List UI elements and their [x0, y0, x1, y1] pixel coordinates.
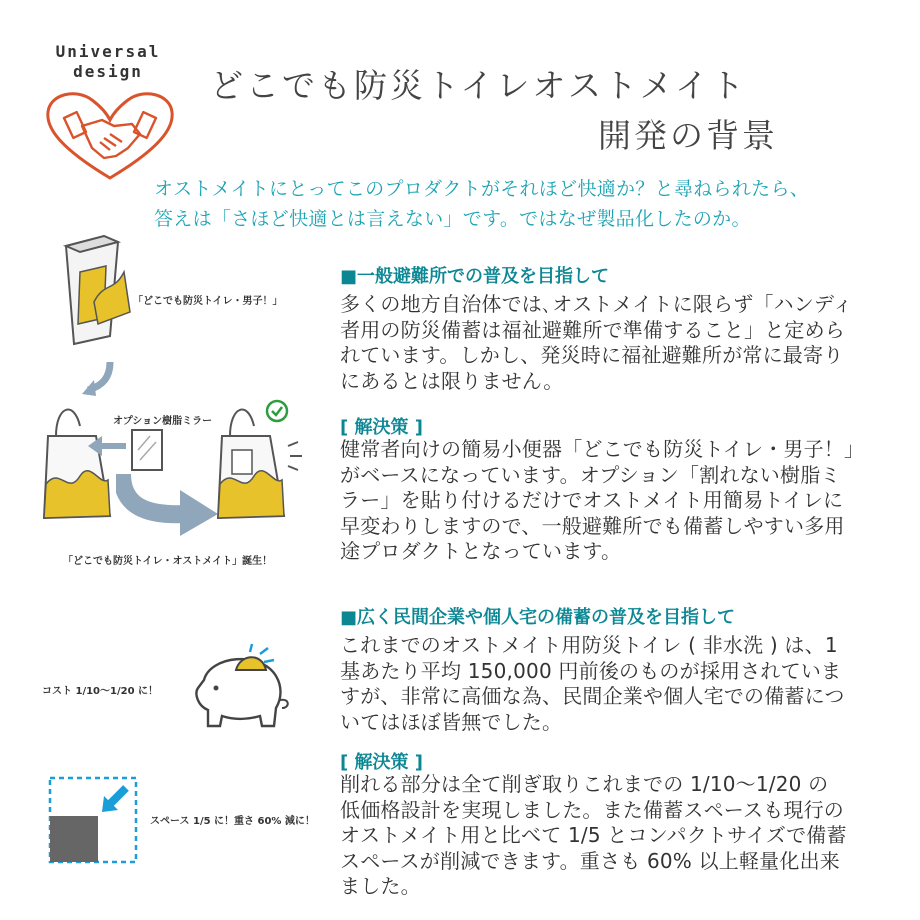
- caption-mirror: オプション樹脂ミラー: [113, 416, 213, 427]
- section1-solution-line: 途プロダクトとなっています。: [340, 539, 622, 563]
- section1-solution-line: がベースになっています。オプション「割れない樹脂ミ: [340, 462, 841, 487]
- intro-text: [154, 174, 914, 234]
- section2-solution-heading: [ 解決策 ]: [340, 752, 423, 773]
- piggy-bank-icon: [190, 640, 300, 740]
- big-arrow-right-icon: [116, 470, 226, 540]
- logo-text: [48, 42, 168, 82]
- space-reduction-icon: [46, 774, 142, 866]
- page-title-line-2: 開発の背景: [598, 116, 778, 155]
- section2-solution-line: ました。: [340, 874, 421, 898]
- section2-heading: ■広く民間企業や個人宅の備蓄の普及を目指して: [340, 607, 736, 628]
- caption-product-male: 「どこでも防災トイレ・男子！」: [133, 296, 283, 307]
- logo-line-2: design: [73, 62, 143, 81]
- section2-solution-line: 低価格設計を実現しました。また備蓄スペースも現行の: [340, 797, 844, 822]
- section2-line: 基あたり平均 150,000 円前後のものが採用されていま: [340, 658, 842, 683]
- section1-solution-body: [340, 437, 905, 565]
- mirror-icon: [128, 426, 168, 474]
- section2-line: これまでのオストメイト用防災トイレ ( 非水洗 ) は、1: [340, 633, 838, 657]
- section1-solution-line: 健常者向けの簡易小便器「どこでも防災トイレ・男子！」: [340, 437, 865, 461]
- section1-line: 者用の防災備蓄は福祉避難所で準備すること」と定めら: [340, 317, 845, 342]
- section2-solution-line: スペースが削減できます。重さも 60% 以上軽量化出来: [340, 848, 840, 873]
- section1-solution-line: 早変わりしますので、一般避難所でも備蓄しやすい多用: [340, 513, 845, 538]
- section1-line: 多くの地方自治体では､オストメイトに限らず「ハンディ: [340, 292, 853, 316]
- caption-product-ostomate: 「どこでも防災トイレ・オストメイト」誕生！: [63, 556, 273, 567]
- section1-solution-heading: [ 解決策 ]: [340, 417, 423, 438]
- section1-body: [340, 292, 905, 394]
- curved-arrow-down-icon: [80, 358, 120, 398]
- intro-line-1: オストメイトにとってこのプロダクトがそれほど快適か？と尋ねられたら、: [154, 178, 810, 200]
- section2-solution-line: オストメイト用と比べて 1/5 とコンパクトサイズで備蓄: [340, 823, 847, 847]
- male-toilet-illustration: [44, 232, 134, 347]
- section2-body: [340, 633, 905, 735]
- ostomate-toilet-illustration: [212, 396, 312, 526]
- section1-line: にあるとは限りません。: [340, 368, 564, 393]
- heart-handshake-icon: [40, 86, 180, 186]
- section1-heading: ■一般避難所での普及を目指して: [340, 266, 610, 287]
- logo-line-1: Universal: [55, 42, 161, 61]
- section2-solution-body: [340, 772, 905, 900]
- caption-cost: コスト 1/10〜1/20 に！: [42, 686, 159, 697]
- section2-line: いてはほぼ皆無でした。: [340, 709, 563, 734]
- section2-solution-line: 削れる部分は全て削ぎ取りこれまでの 1/10〜1/20 の: [340, 772, 829, 796]
- section1-solution-line: ラー」を貼り付けるだけでオストメイト用簡易トイレに: [340, 488, 844, 512]
- check-circle-icon: [264, 398, 290, 424]
- page-title-line-1: どこでも防災トイレオストメイト: [210, 66, 748, 105]
- intro-line-2: 答えは「さほど快適とは言えない」です。ではなぜ製品化したのか。: [154, 208, 751, 230]
- section1-line: れています。しかし、発災時に福祉避難所が常に最寄り: [340, 343, 844, 367]
- section2-line: すが、非常に高価な為、民間企業や個人宅での備蓄につ: [340, 684, 845, 708]
- caption-space: スペース 1/5 に！重さ 60% 減に！: [150, 816, 315, 827]
